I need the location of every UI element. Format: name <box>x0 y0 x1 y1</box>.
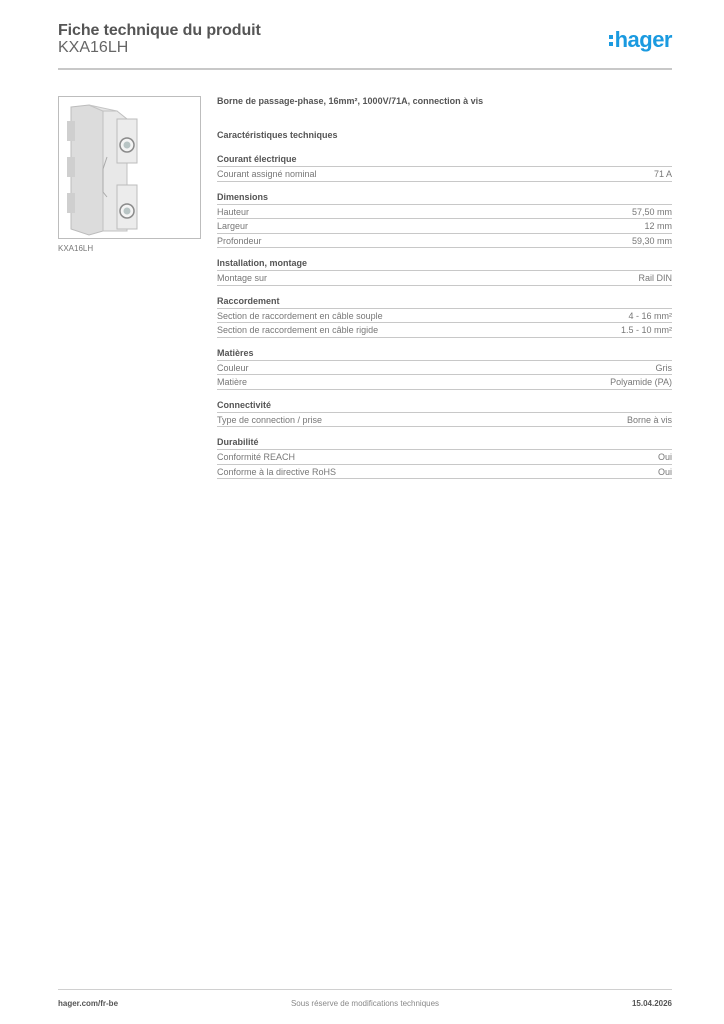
image-caption: KXA16LH <box>58 244 94 253</box>
footer-date: 15.04.2026 <box>631 999 672 1008</box>
spec-group-courant <box>217 154 672 182</box>
spec-value: 71 A <box>653 169 672 179</box>
spec-value: 1.5 - 10 mm² <box>620 325 672 335</box>
spec-label: Montage sur <box>217 273 268 283</box>
page-header <box>58 20 672 70</box>
spec-group-connectivite <box>217 400 672 428</box>
product-image <box>58 96 201 239</box>
spec-row <box>217 323 672 338</box>
spec-value: Gris <box>655 362 672 373</box>
spec-value: Polyamide (PA) <box>610 377 672 387</box>
logo-text: hager <box>614 27 672 52</box>
spec-group-durabilite <box>217 437 672 479</box>
footer-website-link[interactable]: hager.com/fr-be <box>58 999 119 1008</box>
spec-label: Hauteur <box>217 206 250 217</box>
spec-label: Section de raccordement en câble souple <box>217 310 383 321</box>
spec-group-matieres <box>217 348 672 390</box>
footer-disclaimer: Sous réserve de modifications techniques <box>290 999 440 1008</box>
spec-label: Section de raccordement en câble rigide <box>217 325 379 335</box>
spec-value: Rail DIN <box>638 273 672 283</box>
spec-row <box>217 205 672 220</box>
spec-row <box>217 465 672 480</box>
spec-label: Conforme à la directive RoHS <box>217 466 337 477</box>
spec-label: Couleur <box>217 362 249 373</box>
spec-value: 57,50 mm <box>631 206 672 217</box>
group-title: Installation, montage <box>217 258 672 271</box>
document-title: Fiche technique du produit <box>58 22 261 39</box>
page-footer <box>58 999 672 1011</box>
footer-divider <box>58 989 672 990</box>
spec-row <box>217 167 672 182</box>
spec-value: Borne à vis <box>626 414 672 425</box>
hager-logo <box>609 27 672 53</box>
spec-value: 4 - 16 mm² <box>628 310 672 321</box>
spec-label: Largeur <box>217 221 249 231</box>
spec-row <box>217 413 672 428</box>
header-divider <box>58 68 672 70</box>
spec-row <box>217 361 672 376</box>
group-title: Matières <box>217 348 672 361</box>
spec-row <box>217 234 672 249</box>
spec-row <box>217 309 672 324</box>
spec-group-raccordement <box>217 296 672 338</box>
spec-label: Matière <box>217 377 248 387</box>
group-title: Raccordement <box>217 296 672 309</box>
spec-row <box>217 219 672 234</box>
spec-label: Conformité REACH <box>217 452 296 462</box>
spec-value: 59,30 mm <box>631 235 672 246</box>
spec-content <box>217 96 672 489</box>
group-title: Connectivité <box>217 400 672 413</box>
spec-label: Type de connection / prise <box>217 414 323 425</box>
product-description: Borne de passage-phase, 16mm², 1000V/71A, connection à vis <box>217 96 484 106</box>
spec-row <box>217 271 672 286</box>
spec-label: Profondeur <box>217 235 262 246</box>
group-title: Durabilité <box>217 437 672 450</box>
spec-group-dimensions <box>217 192 672 249</box>
spec-value: Oui <box>657 466 672 477</box>
product-code: KXA16LH <box>58 39 129 56</box>
spec-label: Courant assigné nominal <box>217 169 317 179</box>
group-title: Courant électrique <box>217 154 672 167</box>
group-title: Dimensions <box>217 192 672 205</box>
terminal-block-image-icon <box>59 97 200 238</box>
section-title: Caractéristiques techniques <box>217 130 338 140</box>
spec-value: Oui <box>657 452 672 462</box>
spec-group-installation <box>217 258 672 286</box>
spec-row <box>217 375 672 390</box>
spec-row <box>217 450 672 465</box>
spec-value: 12 mm <box>644 221 672 231</box>
